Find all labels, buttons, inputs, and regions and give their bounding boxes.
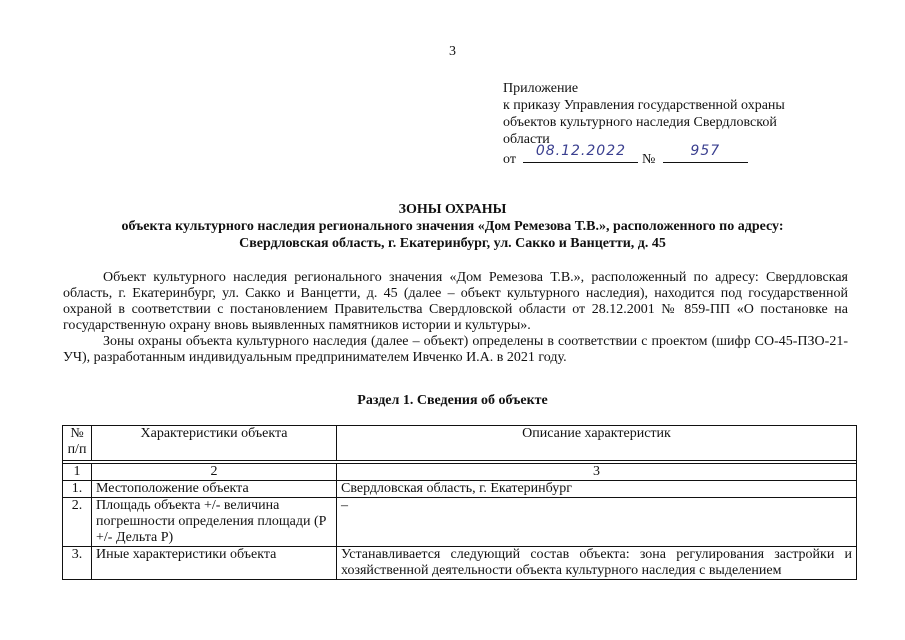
appendix-block (503, 80, 833, 168)
document-title (40, 201, 865, 252)
appendix-line: объектов культурного наследия Свердловской (503, 115, 777, 130)
table-row (63, 481, 857, 498)
body-text (63, 270, 848, 366)
order-date-number-row (503, 143, 833, 168)
column-number-row (63, 464, 857, 481)
column-number: 1 (63, 464, 92, 481)
table-row (63, 547, 857, 580)
appendix-line: области (503, 132, 550, 147)
paragraph-2: Зоны охраны объекта культурного наследия (далее – объект) определены в соответствии с проектом (шифр СО-45-ПЗО-21-УЧ), разработанным индивидуальным предпринимателем Ивченко И.А. в 2021 году. (63, 334, 848, 365)
row-characteristic: Площадь объекта +/- величина погрешности определения площади (Р +/- Дельта Р) (92, 498, 337, 547)
column-number: 3 (337, 464, 857, 481)
row-characteristic: Иные характеристики объекта (92, 547, 337, 580)
column-number: 2 (92, 464, 337, 481)
row-description: – (337, 498, 857, 547)
page-number: 3 (449, 44, 456, 59)
paragraph-1: Объект культурного наследия регионального значения «Дом Ремезова Т.В.», расположенный по адресу: Свердловская область, г. Екатеринбург, ул. Сакко и Ванцетти, д. 45 (далее – объект культурного наследия), находится под государственной охраной в соответствии с постановлением Правительства Свердловской области от 28.12.2001 № 859-ПП «О постановке на государственную охрану вновь выявленных памятников истории и культуры». (63, 270, 848, 333)
appendix-line: к приказу Управления государственной охраны (503, 98, 785, 113)
row-description: Устанавливается следующий состав объекта: зона регулирования застройки и хозяйственной деятельности объекта культурного наследия с выделением (337, 547, 857, 580)
header-characteristics: Характеристики объекта (92, 426, 337, 461)
number-blank (663, 143, 748, 163)
handwritten-number: 957 (690, 143, 721, 159)
handwritten-date: 08.12.2022 (535, 143, 627, 159)
date-blank (523, 143, 638, 163)
row-number: 2. (63, 498, 92, 547)
row-characteristic: Местоположение объекта (92, 481, 337, 498)
header-description: Описание характеристик (337, 426, 857, 461)
header-number: № п/п (63, 426, 92, 461)
title-line-2: объекта культурного наследия регионального значения «Дом Ремезова Т.В.», расположенного по адресу: (121, 219, 784, 234)
number-label: № (641, 152, 656, 167)
appendix-line: Приложение (503, 81, 579, 96)
table-header-row (63, 426, 857, 461)
object-info-table (62, 425, 857, 580)
row-number: 3. (63, 547, 92, 580)
section-title: Раздел 1. Сведения об объекте (357, 393, 548, 408)
title-line-1: ЗОНЫ ОХРАНЫ (398, 202, 507, 217)
title-line-3: Свердловская область, г. Екатеринбург, ул. Сакко и Ванцетти, д. 45 (239, 236, 666, 251)
row-description: Свердловская область, г. Екатеринбург (337, 481, 857, 498)
table-row (63, 498, 857, 547)
from-label: от (503, 152, 516, 167)
row-number: 1. (63, 481, 92, 498)
